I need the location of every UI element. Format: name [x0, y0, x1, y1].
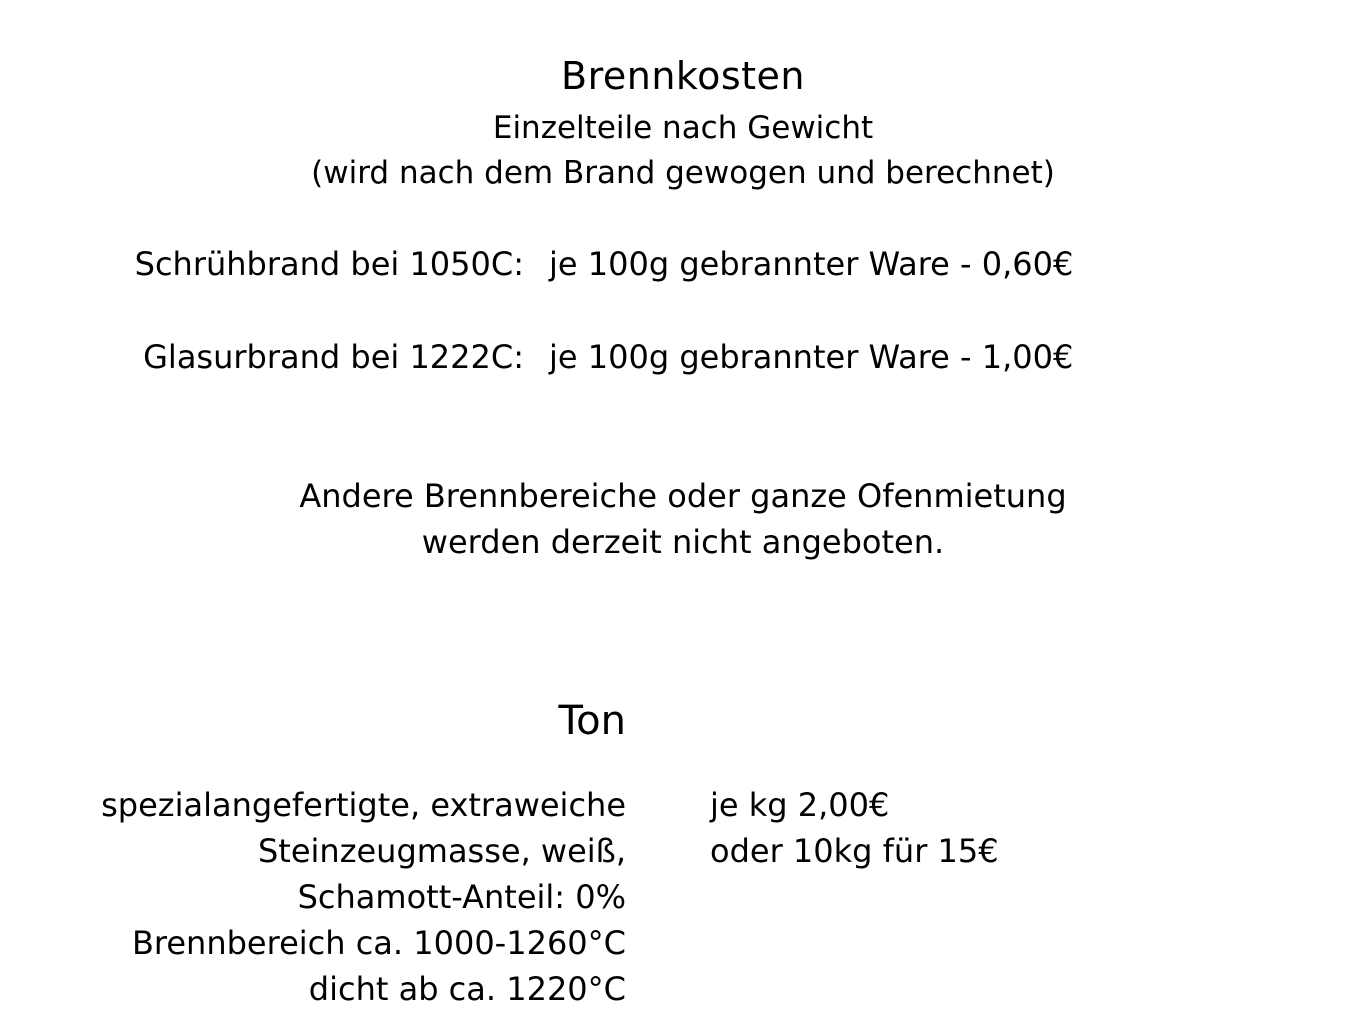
- bisque-firing-label: Schrühbrand bei 1050C:: [134, 245, 524, 283]
- bisque-firing-price: je 100g gebrannter Ware - 0,60€: [549, 245, 1074, 283]
- firing-costs-title: Brennkosten: [561, 54, 805, 98]
- clay-price-per-kg: je kg 2,00€: [710, 786, 890, 824]
- clay-description-line: Schamott-Anteil: 0%: [297, 878, 626, 916]
- glaze-firing-label: Glasurbrand bei 1222C:: [143, 338, 524, 376]
- glaze-firing-price: je 100g gebrannter Ware - 1,00€: [549, 338, 1074, 376]
- clay-description-line: spezialangefertigte, extraweiche: [101, 786, 626, 824]
- clay-description-line: Steinzeugmasse, weiß,: [257, 832, 626, 870]
- clay-description-line: Brennbereich ca. 1000-1260°C: [131, 924, 626, 962]
- firing-costs-subtitle: Einzelteile nach Gewicht: [492, 110, 874, 146]
- firing-costs-subtitle-note: (wird nach dem Brand gewogen und berechnet): [311, 155, 1055, 191]
- availability-note-line2: werden derzeit nicht angeboten.: [421, 523, 945, 561]
- clay-price-bulk: oder 10kg für 15€: [710, 832, 999, 870]
- clay-description-line: dicht ab ca. 1220°C: [308, 970, 626, 1008]
- clay-title: Ton: [558, 698, 626, 744]
- availability-note-line1: Andere Brennbereiche oder ganze Ofenmietung: [299, 477, 1067, 515]
